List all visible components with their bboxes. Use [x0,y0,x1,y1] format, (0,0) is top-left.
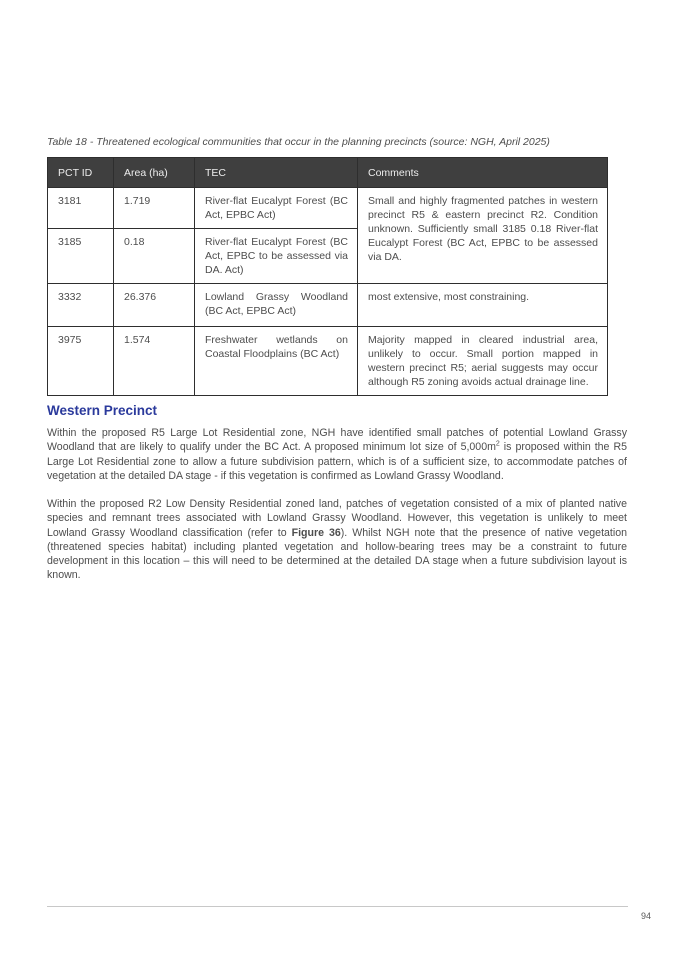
area-ha-cell: 0.18 [114,229,195,284]
header-tec: TEC [195,158,358,188]
pct-id-cell: 3332 [48,284,114,327]
paragraph-western-precinct-2 [47,497,627,583]
comments-cell-merged: Small and highly fragmented patches in western precinct R5 & eastern precinct R2. Condition unknown. Sufficiently small 3185 0.18 River-flat Eucalypt Forest (BC Act, EPBC to be assessed via DA. [358,188,608,284]
area-ha-cell: 26.376 [114,284,195,327]
pct-id-cell: 3181 [48,188,114,229]
paragraph-text: Within the proposed R5 Large Lot Residential zone, NGH have identified small patches of potential Lowland Grassy Woodland that are likely to qualify under the BC Act. A proposed minimum lot size of 5,000m [47,427,627,454]
area-ha-cell: 1.574 [114,327,195,396]
page-number: 94 [640,911,651,921]
tec-cell: Freshwater wetlands on Coastal Floodplains (BC Act) [195,327,358,396]
threatened-communities-table [47,157,608,396]
section-heading-western-precinct: Western Precinct [47,403,158,418]
comments-cell: Majority mapped in cleared industrial area, unlikely to occur. Small portion mapped in western precinct R5; aerial suggests may occur although R5 zoning avoids actual drainage line. [358,327,608,396]
footer-divider [47,906,628,907]
comments-cell: most extensive, most constraining. [358,284,608,327]
table-caption: Table 18 - Threatened ecological communities that occur in the planning precincts (source: NGH, April 2025) [47,136,550,148]
pct-id-cell: 3185 [48,229,114,284]
paragraph-text: is proposed within the R5 Large Lot Residential zone to allow a future subdivision pattern, which is of a sufficient size, to accommodate patches of vegetation at the detailed DA stage - if this vegetation is confirmed as Lowland Grassy Woodland. [47,441,627,482]
paragraph-text: ). Whilst NGH note that the presence of native vegetation (threatened species habitat) including planted vegetation and hollow-bearing trees may be a constraint to future development in this location – this will need to be determined at the detailed DA stage when a future subdivision layout is known. [47,526,627,582]
table-header-row [48,158,608,188]
table-row [48,327,608,396]
header-comments: Comments [358,158,608,188]
paragraph-western-precinct-1 [47,426,627,483]
tec-cell: Lowland Grassy Woodland (BC Act, EPBC Act) [195,284,358,327]
table-row [48,284,608,327]
header-area-ha: Area (ha) [114,158,195,188]
tec-cell: River-flat Eucalypt Forest (BC Act, EPBC to be assessed via DA. Act) [195,229,358,284]
tec-cell: River-flat Eucalypt Forest (BC Act, EPBC Act) [195,188,358,229]
paragraph-text: Within the proposed R2 Low Density Residential zoned land, patches of vegetation consisted of a mix of planted native species and remnant trees associated with Lowland Grassy Woodland. However, this vegetation is unlikely to meet Lowland Grassy Woodland classification (refer to [47,498,627,539]
header-pct-id: PCT ID [48,158,114,188]
table-row [48,188,608,229]
figure-36-reference: Figure 36 [291,526,341,539]
superscript-2: 2 [495,440,500,448]
area-ha-cell: 1.719 [114,188,195,229]
pct-id-cell: 3975 [48,327,114,396]
